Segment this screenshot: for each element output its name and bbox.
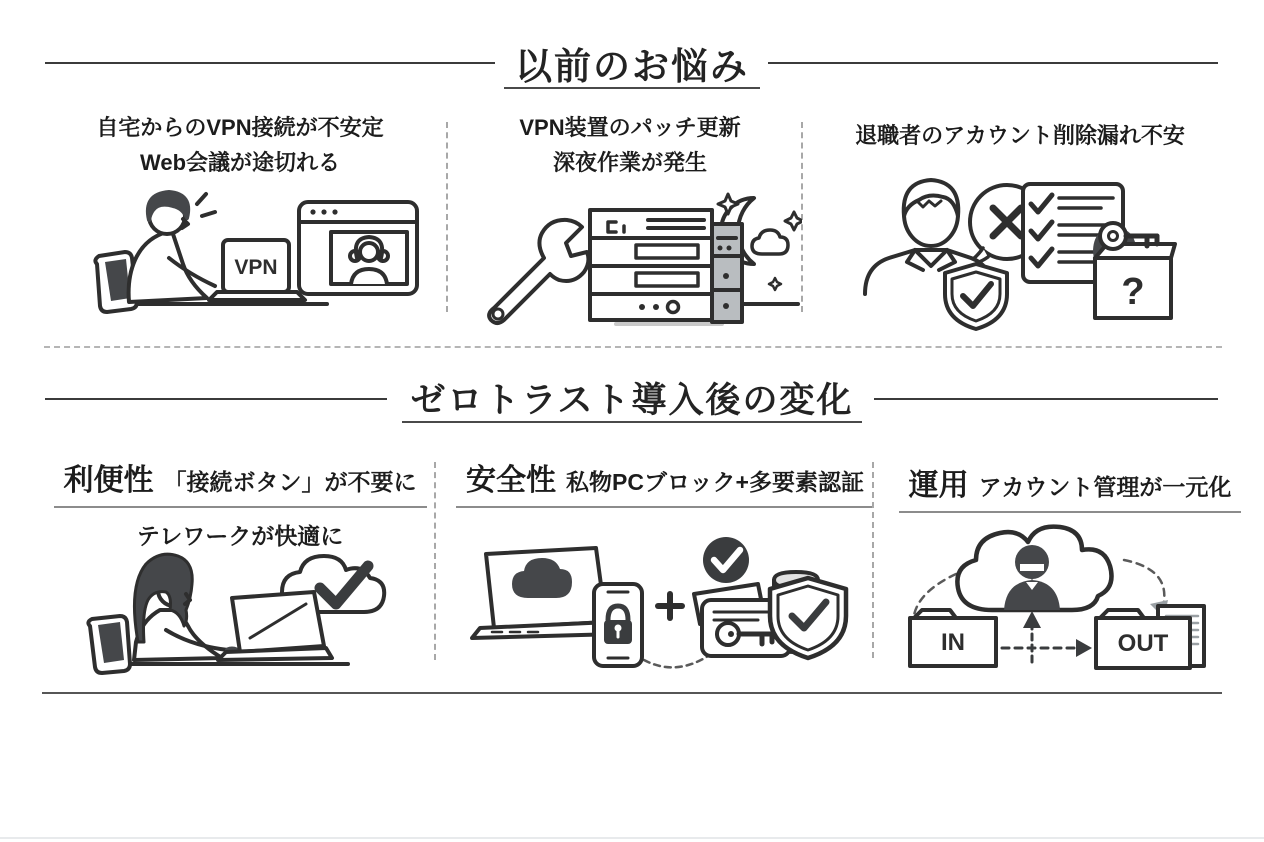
person-body (129, 232, 207, 302)
before-col1-line1: 自宅からのVPN接続が不安定 (96, 115, 384, 140)
after-col3-keyword: 運用 (908, 469, 969, 502)
server-night-illustration (470, 186, 802, 328)
laptop-base (218, 648, 332, 660)
after-divider-2 (872, 462, 874, 658)
vpn-label: VPN (234, 256, 278, 279)
vpn-laptop-base (209, 292, 305, 300)
before-col1-text (50, 110, 430, 180)
sparkle-icon (785, 212, 802, 230)
account-management-illustration (892, 516, 1214, 688)
server-night-svg (470, 186, 802, 328)
arrowhead-icon (1023, 611, 1041, 628)
sparkle-icon (769, 278, 781, 290)
out-label: OUT (1117, 630, 1169, 657)
window-dot-icon (321, 209, 326, 214)
after-col1-headline: 「接続ボタン」が不要に (163, 469, 417, 495)
key-icon (1100, 223, 1126, 249)
account-management-svg (892, 516, 1214, 688)
callee-face (360, 243, 378, 261)
question-mark-label: ? (1121, 271, 1145, 313)
after-col3-text (900, 460, 1240, 513)
before-title-underline (504, 87, 760, 89)
after-col2-keyword: 安全性 (466, 464, 557, 497)
window-dot-icon (332, 209, 337, 214)
after-col1-keyword: 利便性 (63, 464, 154, 497)
before-col3-line1: 退職者のアカウント削除漏れ不安 (855, 123, 1185, 148)
vpn-worker-illustration (85, 186, 425, 328)
before-col2-line1: VPN装置のパッチ更新 (519, 115, 741, 140)
after-col1-heading (54, 455, 427, 508)
after-col2-text (466, 455, 864, 508)
after-col3-headline: アカウント管理が一元化 (978, 474, 1232, 500)
shield-check-icon (945, 264, 1007, 329)
mfa-security-illustration (468, 528, 850, 690)
after-col2-headline: 私物PCブロック+多要素認証 (566, 469, 864, 495)
telework-svg (80, 546, 412, 688)
window-dot-icon (310, 209, 315, 214)
telework-illustration (80, 546, 412, 688)
before-section-title: 以前のお悩み (515, 46, 749, 87)
stress-mark-icon (197, 194, 206, 204)
retiree-account-svg (855, 172, 1185, 334)
section-dashed-divider (44, 346, 1222, 348)
mfa-security-svg (468, 528, 850, 690)
night-cloud-icon (752, 230, 788, 254)
after-col2-heading (456, 455, 874, 508)
callee-shoulders (351, 269, 387, 284)
after-col3-heading (899, 460, 1242, 513)
after-section-title: ゼロトラスト導入後の変化 (410, 381, 854, 420)
wrench-icon (489, 220, 588, 323)
after-divider-1 (434, 462, 436, 660)
after-col1-text (60, 455, 420, 551)
before-col3-text (820, 118, 1220, 153)
before-divider-1 (446, 122, 448, 312)
bottom-rule (42, 692, 1222, 694)
before-col1-line2: Web会議が途切れる (139, 150, 341, 175)
check-circle-icon (703, 537, 749, 583)
stress-mark-icon (202, 212, 215, 216)
arrowhead-icon (1076, 639, 1092, 657)
in-label: IN (941, 629, 965, 656)
before-col2-line2: 深夜作業が発生 (552, 150, 707, 175)
after-col1-subline: テレワークが快適に (136, 523, 344, 549)
vpn-worker-svg (85, 186, 425, 328)
after-title-underline (402, 421, 862, 423)
retiree-account-illustration (855, 172, 1185, 334)
before-col2-text (465, 110, 795, 180)
bottom-faint-rule (0, 837, 1264, 839)
